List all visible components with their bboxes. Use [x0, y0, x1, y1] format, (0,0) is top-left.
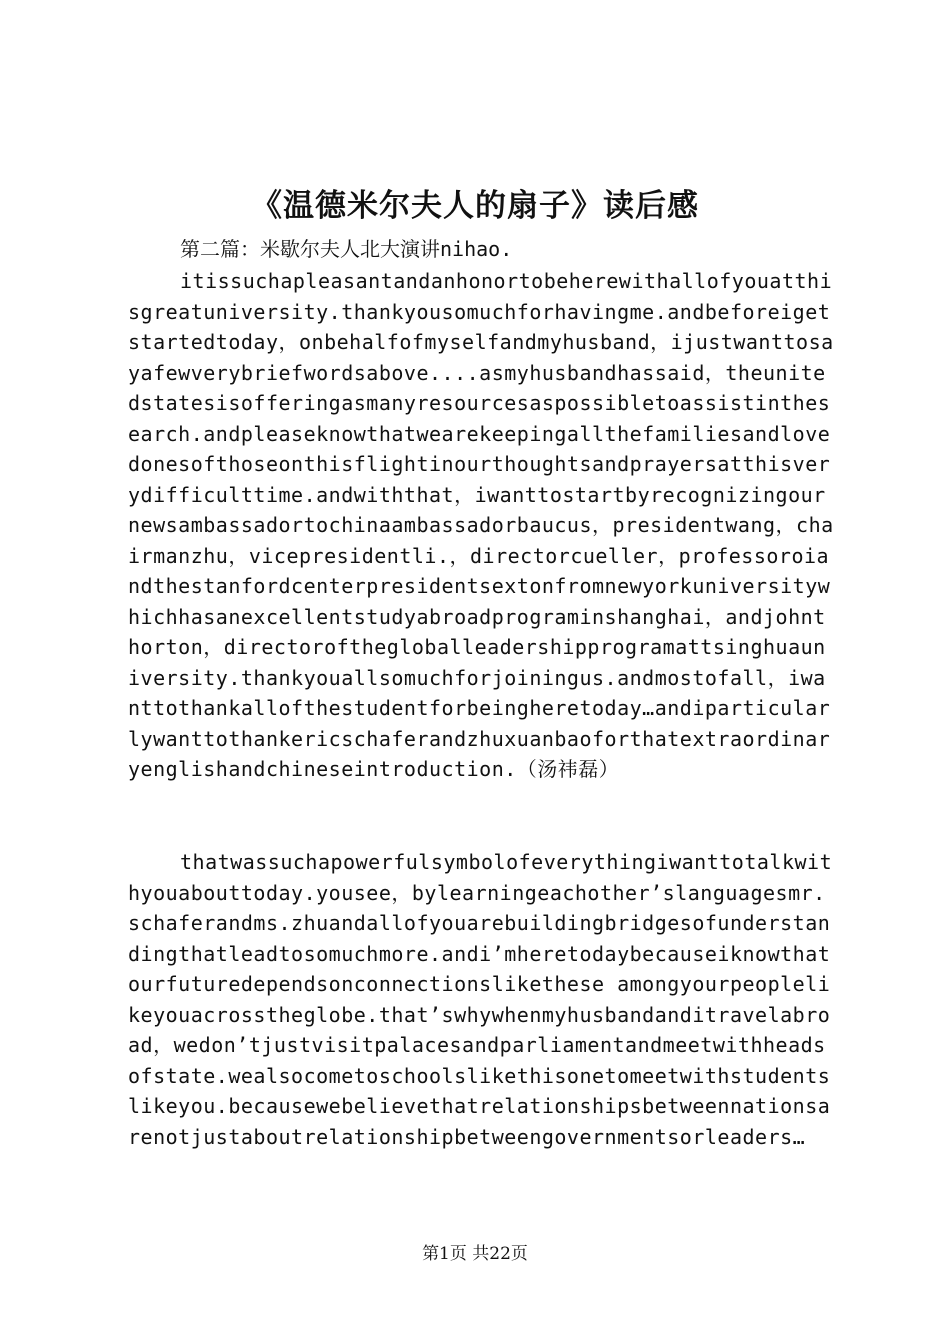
- body-paragraph-1: itissuchapleasantandanhonortobeherewithallofyouatthisgreatuniversity.thankyousomuchforhavingme.andbeforeigetstartedtoday，onbehalfofmyselfandmyhusband，ijustwanttosayafewverybriefwordsabove....asmyhusbandhassaid，theunitedstatesisofferingasmanyresourcesaspossibletoassistinthesearch.andpleaseknowthatwearekeepingallthefamiliesandlovedonesofthoseonthisflightinourthoughtsandprayersatthisverydifficulttime.andwiththat，iwanttostartbyrecognizingournewsambassadortochinaambassadorbaucus，presidentwang，chairmanzhu，vicepresidentli.，directorcueller，professoroiandthestanfordcenterpresidentsextonfromnewyorkuniversitywhichhasanexcellentstudyabroadprograminshanghai，andjohnthorton，directorofthegloballeadershipprogramattsinghuauniversity.thankyouallsomuchforjoiningus.andmostofall，iwanttothankallofthestudentforbeingheretoday…andiparticularlywanttothankericschaferandzhuxuanbaoforthatextraordinaryenglishandchineseintroduction.（汤祎磊）: [128, 269, 834, 781]
- body-paragraph-2: thatwassuchapowerfulsymbolofeverythingiwanttotalkwithyouabouttoday.yousee，bylearningeachother’slanguagesmr.schaferandms.zhuandallofyouarebuildingbridgesofunderstandingthatleadtosomuchmore.andi’mheretodaybecauseiknowthatourfuturedependsonconnectionslikethese amongyourpeoplelikeyouacrosstheglobe.that’swhywhenmyhusbandanditravelabroad，wedon’tjustvisitpalacesandparliamentandmeetwithheadsofstate.wealsocometoschoolslikethisonetomeetwithstudentslikeyou.becausewebelievethatrelationshipsbetweennationsarenotjustaboutrelationshipbetweengovernmentsorleaders…: [128, 850, 833, 1149]
- section-subheading: 第二篇：米歇尔夫人北大演讲nihao.: [180, 237, 513, 261]
- page-number-footer: 第1页 共22页: [422, 1244, 528, 1264]
- document-title: 《温德米尔夫人的扇子》读后感: [251, 188, 699, 224]
